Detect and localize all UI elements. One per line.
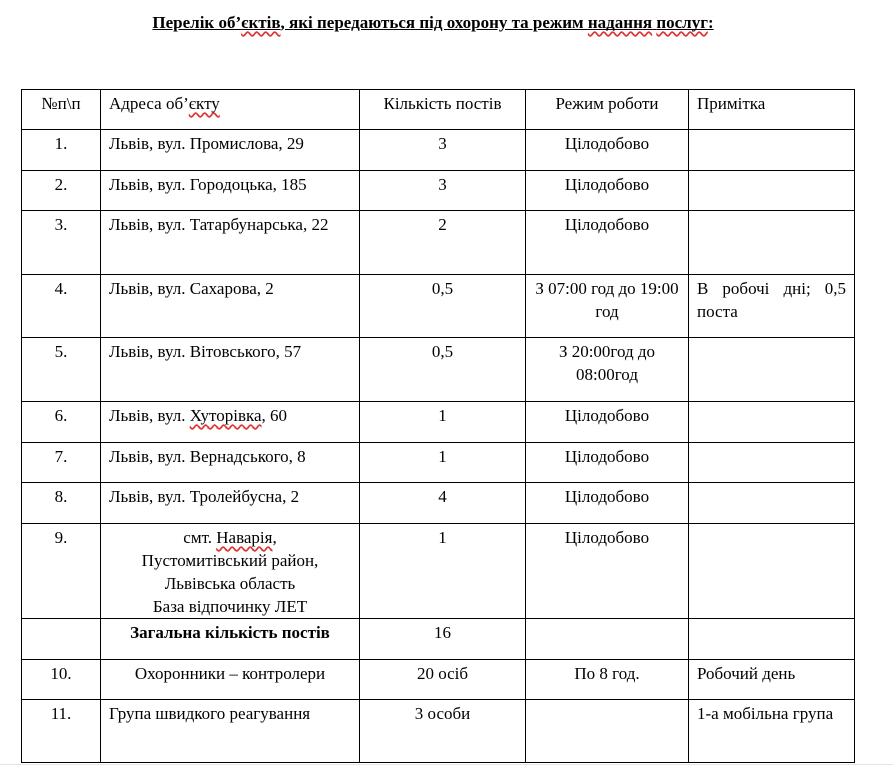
row-mode: З 07:00 год до 19:00 год [526,275,689,338]
row-note [689,130,855,171]
table-row [22,275,855,338]
table-row [22,443,855,483]
document-title: Перелік об’єктів, які передаються під охорону та режим надання послуг: [152,13,714,32]
row-address: смт. Наварія, Пустомитівський район, Львівська область База відпочинку ЛЕТ [101,524,360,619]
row-posts: 1 [360,443,526,483]
row-note [689,483,855,524]
header-num: №п\п [22,90,101,130]
page-edge [0,764,893,765]
row-num: 5. [22,338,101,402]
row-posts: 1 [360,524,526,619]
total-row [22,619,855,660]
row-posts: 0,5 [360,275,526,338]
row-num: 3. [22,211,101,275]
row-num: 10. [22,660,101,700]
row-mode: Цілодобово [526,130,689,171]
row-note [689,524,855,619]
row-address: Львів, вул. Хуторівка, 60 [101,402,360,443]
row-address: Львів, вул. Промислова, 29 [101,130,360,171]
row-mode: З 20:00год до 08:00год [526,338,689,402]
spellcheck-word: послуг [656,13,708,32]
total-note [689,619,855,660]
row-posts: 3 особи [360,700,526,763]
total-num [22,619,101,660]
row-mode: Цілодобово [526,171,689,211]
objects-table [21,89,855,763]
row-num: 8. [22,483,101,524]
row-posts: 0,5 [360,338,526,402]
row-mode: Цілодобово [526,483,689,524]
spellcheck-word: Наварія [216,528,273,547]
spellcheck-word: єкту [188,94,220,113]
row-mode: Цілодобово [526,211,689,275]
row-mode: Цілодобово [526,524,689,619]
row-note [689,443,855,483]
row-posts: 3 [360,130,526,171]
row-posts: 20 осіб [360,660,526,700]
row-mode: Цілодобово [526,443,689,483]
row-num: 4. [22,275,101,338]
row-note: Робочий день [689,660,855,700]
row-address: Львів, вул. Татарбунарська, 22 [101,211,360,275]
table-row [22,171,855,211]
row-posts: 4 [360,483,526,524]
row-num: 2. [22,171,101,211]
row-note: 1-а мобільна група [689,700,855,763]
header-note: Примітка [689,90,855,130]
total-posts: 16 [360,619,526,660]
spellcheck-word: надання [587,13,653,32]
row-posts: 3 [360,171,526,211]
table-row [22,402,855,443]
table-header-row [22,90,855,130]
row-num: 11. [22,700,101,763]
header-address: Адреса об’єкту [101,90,360,130]
table-row [22,130,855,171]
row-address: Група швидкого реагування [101,700,360,763]
total-mode [526,619,689,660]
row-note: В робочі дні; 0,5 поста [689,275,855,338]
row-address: Львів, вул. Сахарова, 2 [101,275,360,338]
row-address: Львів, вул. Вітовського, 57 [101,338,360,402]
row-mode: Цілодобово [526,402,689,443]
header-mode: Режим роботи [526,90,689,130]
total-label: Загальна кількість постів [101,619,360,660]
table-row [22,483,855,524]
row-mode: По 8 год. [526,660,689,700]
row-address: Охоронники – контролери [101,660,360,700]
row-note [689,171,855,211]
row-posts: 2 [360,211,526,275]
row-num: 6. [22,402,101,443]
table-row [22,338,855,402]
row-num: 1. [22,130,101,171]
row-note [689,338,855,402]
row-num: 9. [22,524,101,619]
table-row [22,211,855,275]
row-mode [526,700,689,763]
row-note [689,211,855,275]
row-note [689,402,855,443]
table-row [22,660,855,700]
table-row [22,524,855,619]
row-posts: 1 [360,402,526,443]
table-row [22,700,855,763]
spellcheck-word: єктів [241,13,281,32]
row-address: Львів, вул. Тролейбусна, 2 [101,483,360,524]
row-num: 7. [22,443,101,483]
row-address: Львів, вул. Городоцька, 185 [101,171,360,211]
row-address: Львів, вул. Вернадського, 8 [101,443,360,483]
header-posts: Кількість постів [360,90,526,130]
spellcheck-word: Хуторівка [189,406,262,425]
